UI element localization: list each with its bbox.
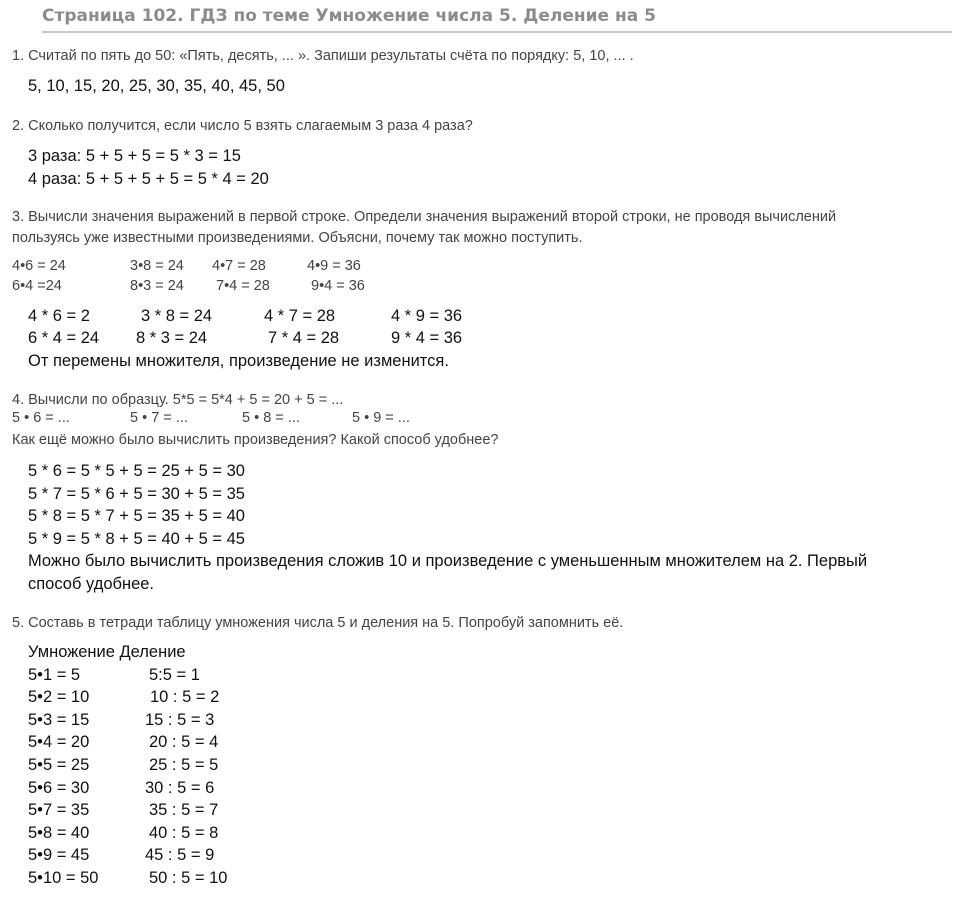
div-cell: 35 : 5 = 7 (149, 801, 219, 820)
answer-4-line: 5 * 6 = 5 * 5 + 5 = 25 + 5 = 30 (28, 462, 245, 480)
mul-cell: 5•6 = 30 (28, 778, 90, 797)
mul-cell: 5•3 = 15 (28, 710, 90, 729)
answer-expression: 3 * 8 = 24 (141, 307, 213, 325)
task-expression: 4•9 = 36 (307, 258, 361, 274)
answer-expression: 7 * 4 = 28 (268, 329, 340, 347)
question-1: 1. Считай по пять до 50: «Пять, десять, ... ». Запиши результаты счёта по порядку: 5, 10, ... . (12, 48, 634, 64)
answer-expression: 8 * 3 = 24 (136, 329, 208, 347)
div-cell: 20 : 5 = 4 (149, 733, 219, 752)
task-expression: 5 • 7 = ... (130, 410, 188, 426)
answer-4 (28, 460, 867, 595)
task-expression: 8•3 = 24 (130, 278, 184, 294)
table-header-label: Умножение Деление (28, 643, 186, 661)
question-3-line: пользуясь уже известными произведениями. Объясни, почему так можно поступить. (12, 230, 583, 246)
mul-cell: 5•4 = 20 (28, 733, 90, 752)
task-expression: 6•4 =24 (12, 278, 62, 294)
answer-expression: 4 * 7 = 28 (264, 307, 336, 325)
mul-cell: 5•5 = 25 (28, 755, 90, 774)
question-4: 4. Вычисли по образцу. 5*5 = 5*4 + 5 = 20 + 5 = ... (12, 392, 344, 408)
task-expression: 4•6 = 24 (12, 258, 66, 274)
task-expression: 5 • 9 = ... (352, 410, 410, 426)
task-expression: 9•4 = 36 (311, 278, 365, 294)
question-3-line: 3. Вычисли значения выражений в первой строке. Определи значения выражений второй строки, не проводя вычислений (12, 209, 837, 225)
answer-2-line: 4 раза: 5 + 5 + 5 + 5 = 5 * 4 = 20 (28, 169, 269, 188)
answer-expression: 6 * 4 = 24 (28, 329, 100, 347)
mul-cell: 5•9 = 45 (28, 846, 90, 865)
task-expression: 5 • 6 = ... (12, 410, 70, 426)
page-title: Страница 102. ГДЗ по теме Умножение числа 5. Деление на 5 (42, 6, 952, 33)
mul-cell: 5•8 = 40 (28, 823, 90, 842)
div-cell: 30 : 5 = 6 (145, 778, 215, 797)
answer-expression: 9 * 4 = 36 (391, 329, 463, 347)
div-cell: 15 : 5 = 3 (145, 710, 215, 729)
task-expression: 7•4 = 28 (216, 278, 270, 294)
answer-expression: 4 * 6 = 2 (28, 307, 90, 325)
div-cell: 10 : 5 = 2 (150, 688, 220, 707)
answer-3-explanation: От перемены множителя, произведение не изменится. (28, 352, 449, 370)
task-expression: 4•7 = 28 (212, 258, 266, 274)
answer-4-explanation: Можно было вычислить произведения сложив 10 и произведение с уменьшенным множителем на 2. Первый (28, 552, 868, 570)
div-cell: 50 : 5 = 10 (149, 868, 228, 887)
mul-cell: 5•2 = 10 (28, 688, 90, 707)
answer-4-line: 5 * 7 = 5 * 6 + 5 = 30 + 5 = 35 (28, 484, 245, 503)
answer-4-explanation: способ удобнее. (28, 574, 155, 593)
question-4-followup: Как ещё можно было вычислить произведения? Какой способ удобнее? (12, 432, 499, 448)
answer-2 (28, 145, 269, 190)
mul-cell: 5•7 = 35 (28, 801, 90, 820)
question-2: 2. Сколько получится, если число 5 взять слагаемым 3 раза 4 раза? (12, 118, 473, 134)
answer-2-line: 3 раза: 5 + 5 + 5 = 5 * 3 = 15 (28, 147, 241, 165)
question-5: 5. Составь в тетради таблицу умножения числа 5 и деления на 5. Попробуй запомнить её. (12, 615, 624, 631)
div-cell: 25 : 5 = 5 (149, 755, 219, 774)
answer-4-line: 5 * 8 = 5 * 7 + 5 = 35 + 5 = 40 (28, 507, 245, 525)
answer-expression: 4 * 9 = 36 (391, 307, 463, 325)
question-3 (12, 207, 836, 249)
div-cell: 45 : 5 = 9 (145, 846, 215, 865)
div-cell: 40 : 5 = 8 (149, 823, 219, 842)
mul-cell: 5•10 = 50 (28, 868, 99, 887)
answer-4-line: 5 * 9 = 5 * 8 + 5 = 40 + 5 = 45 (28, 529, 245, 548)
answer-1: 5, 10, 15, 20, 25, 30, 35, 40, 45, 50 (28, 77, 285, 95)
mul-cell: 5•1 = 5 (28, 665, 81, 684)
div-cell: 5:5 = 1 (149, 665, 200, 684)
task-expression: 5 • 8 = ... (242, 410, 300, 426)
task-expression: 3•8 = 24 (130, 258, 184, 274)
